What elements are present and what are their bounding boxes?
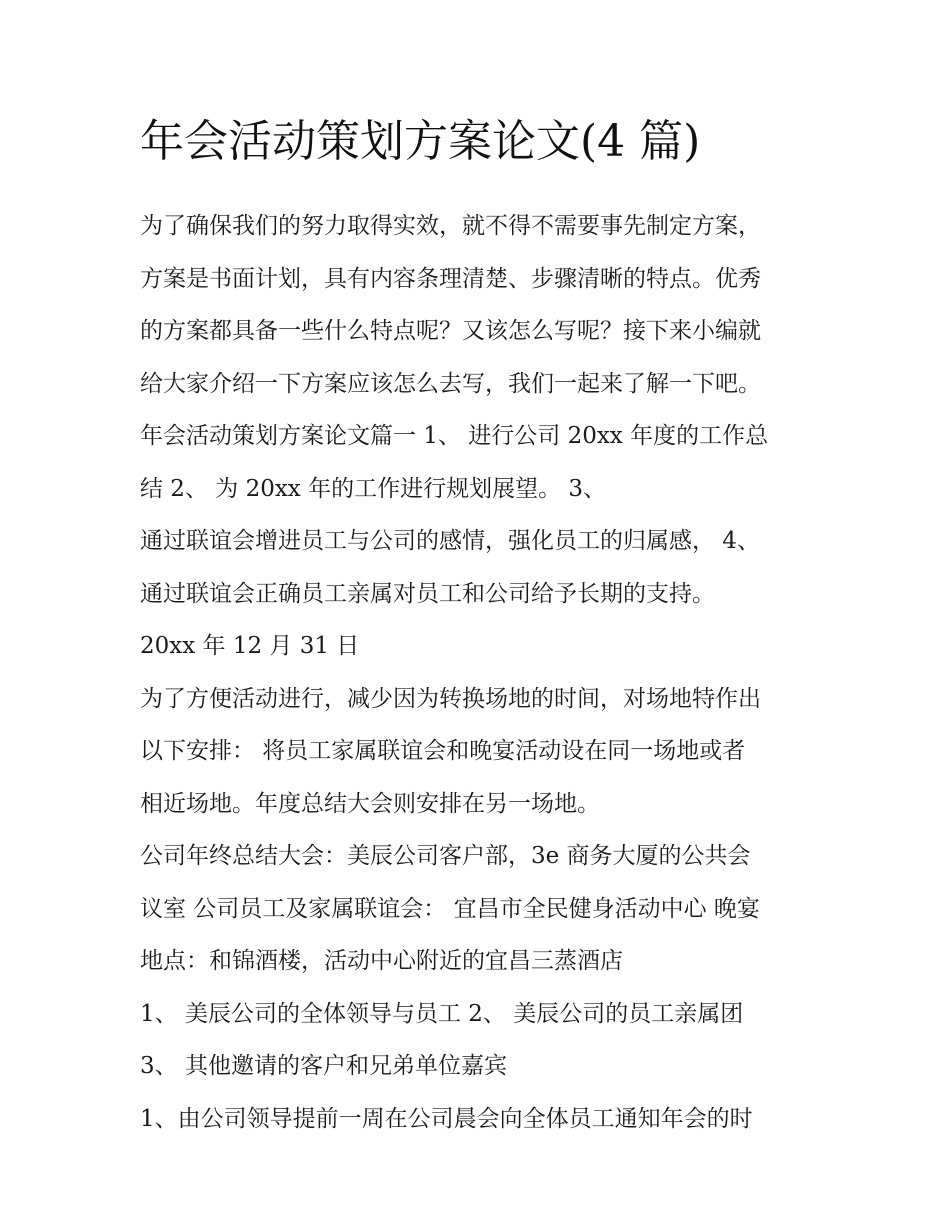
- document-title: 年会活动策划方案论文(4 篇): [140, 116, 701, 167]
- body-line: 公司年终总结大会：美辰公司客户部，3e 商务大厦的公共会: [140, 843, 751, 869]
- body-line: 3、 其他邀请的客户和兄弟单位嘉宾: [140, 1053, 507, 1079]
- body-line: 1、由公司领导提前一周在公司晨会向全体员工通知年会的时: [140, 1105, 753, 1132]
- body-line: 的方案都具备一些什么特点呢？又该怎么写呢？接下来小编就: [140, 318, 761, 344]
- body-line: 地点：和锦酒楼，活动中心附近的宜昌三蒸酒店: [140, 948, 623, 974]
- body-line: 为了方便活动进行，减少因为转换场地的时间，对场地特作出: [140, 685, 761, 712]
- body-line: 给大家介绍一下方案应该怎么去写，我们一起来了解一下吧。: [140, 370, 761, 397]
- body-line: 方案是书面计划，具有内容条理清楚、步骤清晰的特点。优秀: [140, 265, 761, 292]
- body-line: 年会活动策划方案论文篇一 1、 进行公司 20xx 年度的工作总: [140, 423, 769, 449]
- body-line: 相近场地。年度总结大会则安排在另一场地。: [140, 790, 600, 817]
- body-line: 1、 美辰公司的全体领导与员工 2、 美辰公司的员工亲属团: [140, 1000, 744, 1027]
- body-line: 议室 公司员工及家属联谊会： 宜昌市全民健身活动中心 晚宴: [140, 895, 760, 922]
- body-line: 20xx 年 12 月 31 日: [140, 633, 360, 659]
- body-line: 结 2、 为 20xx 年的工作进行规划展望。 3、: [140, 475, 607, 502]
- body-line: 为了确保我们的努力取得实效，就不得不需要事先制定方案，: [140, 213, 761, 239]
- body-line: 通过联谊会正确员工亲属对员工和公司给予长期的支持。: [140, 580, 715, 607]
- document-body: [140, 200, 830, 1145]
- body-line: 以下安排： 将员工家属联谊会和晚宴活动设在同一场地或者: [140, 738, 746, 764]
- body-line: 通过联谊会增进员工与公司的感情，强化员工的归属感， 4、: [140, 528, 760, 554]
